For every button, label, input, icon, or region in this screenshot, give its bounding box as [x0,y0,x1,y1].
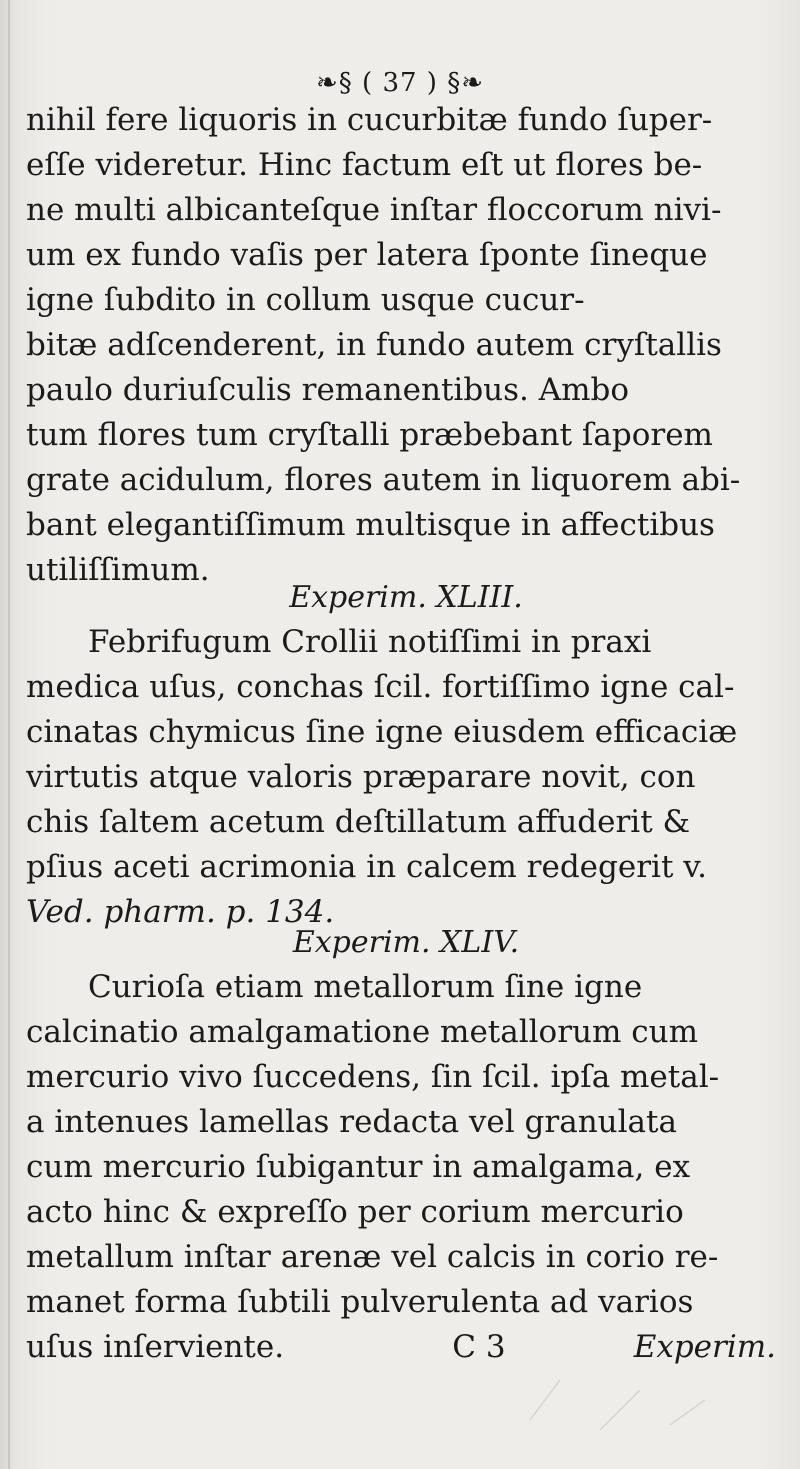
text-line: calcinatio amalgamatione metallorum cum [26,1014,698,1050]
binding-gutter [8,0,10,1469]
text-line: grate acidulum, flores autem in liquorem abi- [26,462,741,498]
text-line: uſus inſerviente. [26,1329,285,1365]
text-line: virtutis atque valoris præparare novit, con [26,759,696,795]
text-line: chis ſaltem acetum deſtillatum affuderit & [26,804,691,840]
text-line: ne multi albicanteſque inſtar floccorum nivi- [26,192,722,228]
text-line: eſſe videretur. Hinc factum eſt ut flores be- [26,147,703,183]
text-line: bant elegantiſſimum multisque in affectibus [26,507,715,543]
experiment-44 [26,920,786,965]
text-line: nihil fere liquoris in cucurbitæ fundo ſuper- [26,102,713,138]
page-header [0,68,800,98]
text-line: manet forma ſubtili pulverulenta ad varios [26,1284,694,1320]
signature-mark: C 3 [452,1329,506,1365]
paragraph-3 [26,965,786,1370]
experiment-heading: Experim. XLIII. [289,580,523,615]
text-line: medica uſus, conchas ſcil. fortiſſimo igne cal- [26,669,735,705]
text-line: metallum inſtar arenæ vel calcis in corio re- [26,1239,719,1275]
text-line: um ex fundo vaſis per latera ſponte ſineque [26,237,708,273]
text-line: paulo duriuſculis remanentibus. Ambo [26,372,630,408]
text-line: acto hinc & expreſſo per corium mercurio [26,1194,684,1230]
text-line: igne ſubdito in collum usque cucur- [26,282,585,318]
text-line: utiliſſimum. [26,552,210,588]
paragraph-2 [26,620,786,935]
experiment-heading: Experim. XLIV. [292,925,520,960]
text-line: cum mercurio ſubigantur in amalgama, ex [26,1149,691,1185]
right-ornament: §❧ [447,68,485,98]
left-ornament: ❧§ [315,68,353,98]
text-line: pſius aceti acrimonia in calcem redegerit v. [26,849,707,885]
text-line: cinatas chymicus ſine igne eiusdem efficaciæ [26,714,738,750]
experiment-43 [26,575,786,620]
catchword: Experim. [633,1329,776,1365]
page-number: ( 37 ) [362,68,438,98]
text-line: mercurio vivo ſuccedens, ſin ſcil. ipſa metal- [26,1059,720,1095]
paper-stain [520,1360,720,1440]
text-line: tum flores tum cryſtalli præbebant ſaporem [26,417,713,453]
text-line: a intenues lamellas redacta vel granulata [26,1104,677,1140]
text-line: bitæ adſcenderent, in fundo autem cryſtallis [26,327,722,363]
text-line: Febrifugum Crollii notiſſimi in praxi [88,624,652,660]
text-line: Curioſa etiam metallorum ſine igne [88,969,643,1005]
reference-line: Ved. pharm. p. 134. [26,894,335,930]
paragraph-1 [26,98,786,593]
